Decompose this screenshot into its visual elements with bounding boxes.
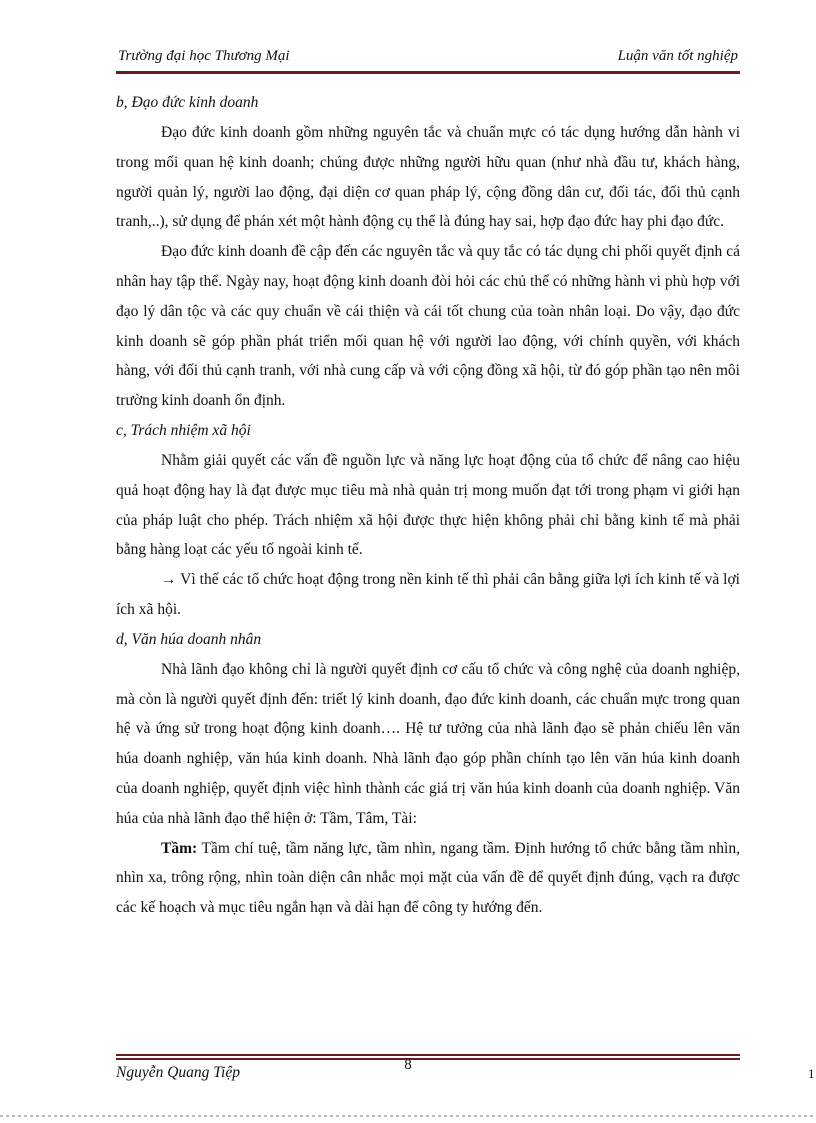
page-header [116, 48, 740, 70]
paragraph: Đạo đức kinh doanh đề cập đến các nguyên tắc và quy tắc có tác dụng chi phối quyết định cá nhân hay tập thể. Ngày nay, hoạt động kinh doanh đòi hỏi các chủ thể có những hành vi phù hợp với đạo lý dân tộc và các quy chuẩn về cái thiện và cái tốt chung của toàn nhân loại. Do vậy, đạo đức kinh doanh sẽ góp phần phát triển mối quan hệ với người lao động, với chính quyền, với khách hàng, với đối thủ cạnh tranh, với nhà cung cấp và với cộng đồng xã hội, từ đó góp phần tạo nên môi trường kinh doanh ổn định. [116, 243, 740, 410]
page-body [116, 88, 740, 923]
section-heading-entrepreneur-culture: d, Văn húa doanh nhân [116, 630, 262, 648]
footer-author: Nguyễn Quang Tiệp [116, 1064, 240, 1081]
section-heading-social-responsibility: c, Trách nhiệm xã hội [116, 421, 251, 439]
page-edge-dotted-line [0, 1115, 816, 1117]
paragraph: Nhằm giải quyết các vấn đề nguồn lực và năng lực hoạt động của tổ chức để nâng cao hiệu quả hoạt động hay là đạt được mục tiêu mà nhà quản trị mong muốn đạt tới trong phạm vi giới hạn của pháp luật cho phép. Trách nhiệm xã hội được thực hiện không phải chỉ bằng kinh tế mà phải bằng hàng loạt các yếu tố ngoài kinh tế. [116, 451, 740, 559]
conclusion-paragraph: → Vì thế các tổ chức hoạt động trong nền kinh tế thì phải cân bằng giữa lợi ích kinh tế và lợi ích xã hội. [116, 571, 740, 618]
section-heading-business-ethics: b, Đạo đức kinh doanh [116, 94, 259, 111]
header-rule [116, 71, 740, 74]
paragraph: Nhà lãnh đạo không chỉ là người quyết định cơ cấu tổ chức và công nghệ của doanh nghiệp, mà còn là người quyết định đến: triết lý kinh doanh, đạo đức kinh doanh, các chuẩn mực trong quan hệ và ứng sử trong hoạt động kinh doanh…. Hệ tư tưởng của nhà lãnh đạo sẽ phản chiếu lên văn húa doanh nghiệp, văn húa kinh doanh. Nhà lãnh đạo góp phần chính tạo lên văn húa kinh doanh của doanh nghiệp, quyết định việc hình thành các giá trị văn húa kinh doanh của doanh nghiệp. Văn húa của nhà lãnh đạo thể hiện ở: Tầm, Tâm, Tài: [116, 660, 740, 827]
term-text: Tầm chí tuệ, tầm năng lực, tầm nhìn, ngang tầm. Định hướng tổ chức bằng tầm nhìn, nhìn xa, trông rộng, nhìn toàn diện cân nhắc mọi mặt của vấn đề để quyết định đúng, vạch ra được các kế hoạch và mục tiêu ngắn hạn và dài hạn để công ty hướng đến. [116, 839, 740, 917]
edge-mark: 1 [808, 1066, 815, 1081]
page-number: 8 [404, 1057, 412, 1073]
term-label: Tầm: [161, 839, 198, 857]
header-university: Trường đại học Thương Mại [118, 48, 290, 64]
term-paragraph [116, 834, 740, 923]
header-thesis-label: Luận văn tốt nghiệp [617, 48, 738, 64]
paragraph: Đạo đức kinh doanh gồm những nguyên tắc và chuẩn mực có tác dụng hướng dẫn hành vi trong mối quan hệ kinh doanh; chúng được những người hữu quan (như nhà đầu tư, khách hàng, người quản lý, người lao động, đại diện cơ quan pháp lý, cộng đồng dân cư, đối tác, đối thủ cạnh tranh,..), sử dụng để phán xét một hành động cụ thể là đúng hay sai, hợp đạo đức hay phi đạo đức. [116, 124, 740, 231]
